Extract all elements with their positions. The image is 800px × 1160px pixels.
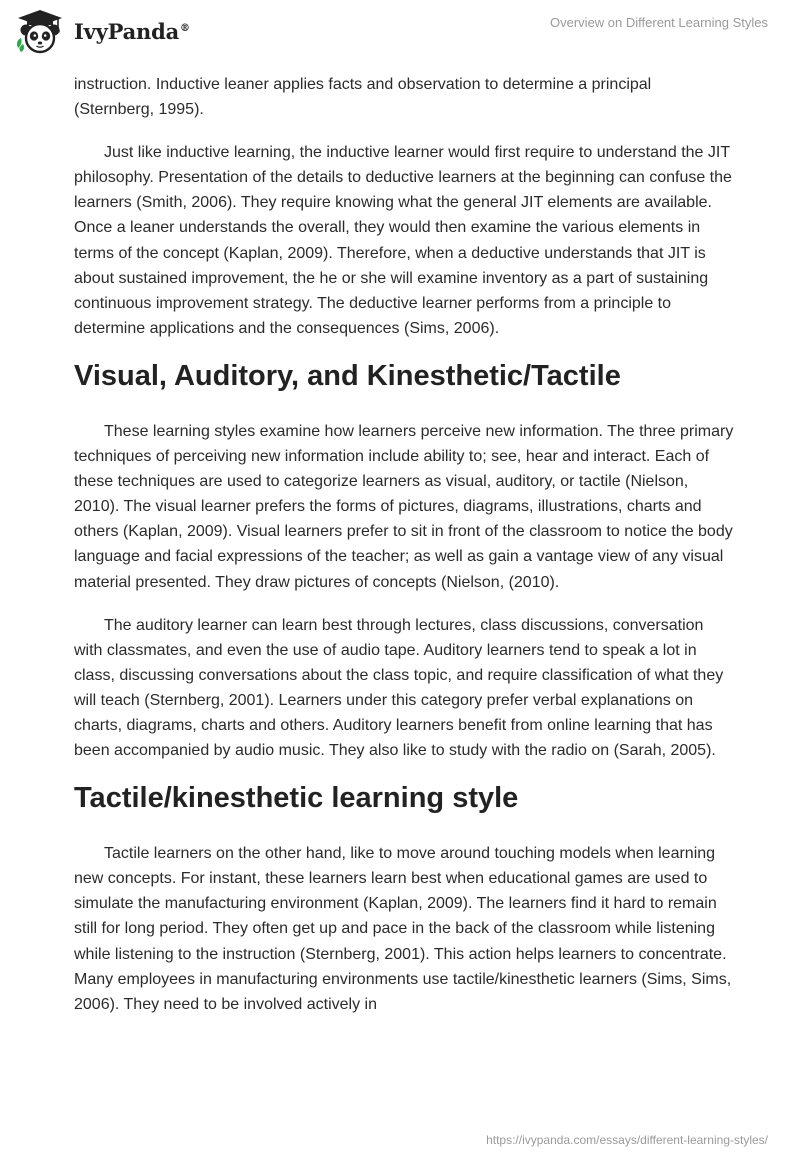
brand-name: IvyPanda®	[74, 18, 190, 44]
source-url[interactable]: https://ivypanda.com/essays/different-learning-styles/	[486, 1133, 768, 1147]
essay-body	[74, 72, 734, 1035]
section-heading: Visual, Auditory, and Kinesthetic/Tactile	[74, 359, 621, 392]
section-heading: Tactile/kinesthetic learning style	[74, 782, 519, 815]
ivypanda-logo[interactable]	[14, 8, 190, 54]
paragraph: The auditory learner can learn best through lectures, class discussions, conversation with classmates, and even the use of audio tape. Auditory learners tend to speak a lot in class, discussing conversations about the class topic, and require classification of what they will teach (Sternberg, 2001). Learners under this category prefer verbal explanations on charts, diagrams, charts and others. Auditory learners benefit from online learning that has been accompanied by audio music. They also like to study with the radio on (Sarah, 2005).	[74, 616, 724, 760]
paragraph: Tactile learners on the other hand, like to move around touching models when learning new concepts. For instant, these learners learn best when educational games are used to simulate the manufacturing environment (Kaplan, 2009). The learners find it hard to remain still for long period. They often get up and pace in the back of the classroom while listening while listening to the instruction (Sternberg, 2001). This action helps learners to concentrate. Many employees in manufacturing environments use tactile/kinesthetic learners (Sims, Sims, 2006). They need to be involved actively in	[74, 845, 732, 1013]
panda-logo-icon	[14, 8, 66, 54]
page-header	[0, 0, 800, 64]
paragraph: These learning styles examine how learners perceive new information. The three primary techniques of perceiving new information include ability to; see, hear and interact. Each of these techniques are used to categorize learners as visual, auditory, or tactile (Nielson, 2010). The visual learner prefers the forms of pictures, diagrams, illustrations, charts and others (Kaplan, 2009). Visual learners prefer to sit in front of the classroom to notice the body language and facial expressions of the teacher; as well as gain a vantage view of any visual material presented. They draw pictures of concepts (Nielson, (2010).	[74, 422, 734, 591]
paragraph: instruction. Inductive leaner applies facts and observation to determine a principal (Sternberg, 1995).	[74, 76, 652, 119]
paragraph: Just like inductive learning, the inductive learner would first require to understand the JIT philosophy. Presentation of the details to deductive learners at the beginning can confuse the learners (Smith, 2006). They require knowing what the general JIT elements are available. Once a leaner understands the overall, they would then examine the various elements in terms of the concept (Kaplan, 2009). Therefore, when a deductive understands that JIT is about sustained improvement, the he or she will examine inventory as a part of sustaining continuous improvement strategy. The deductive learner performs from a principle to determine applications and the consequences (Sims, 2006).	[74, 144, 732, 337]
document-title: Overview on Different Learning Styles	[550, 15, 768, 30]
